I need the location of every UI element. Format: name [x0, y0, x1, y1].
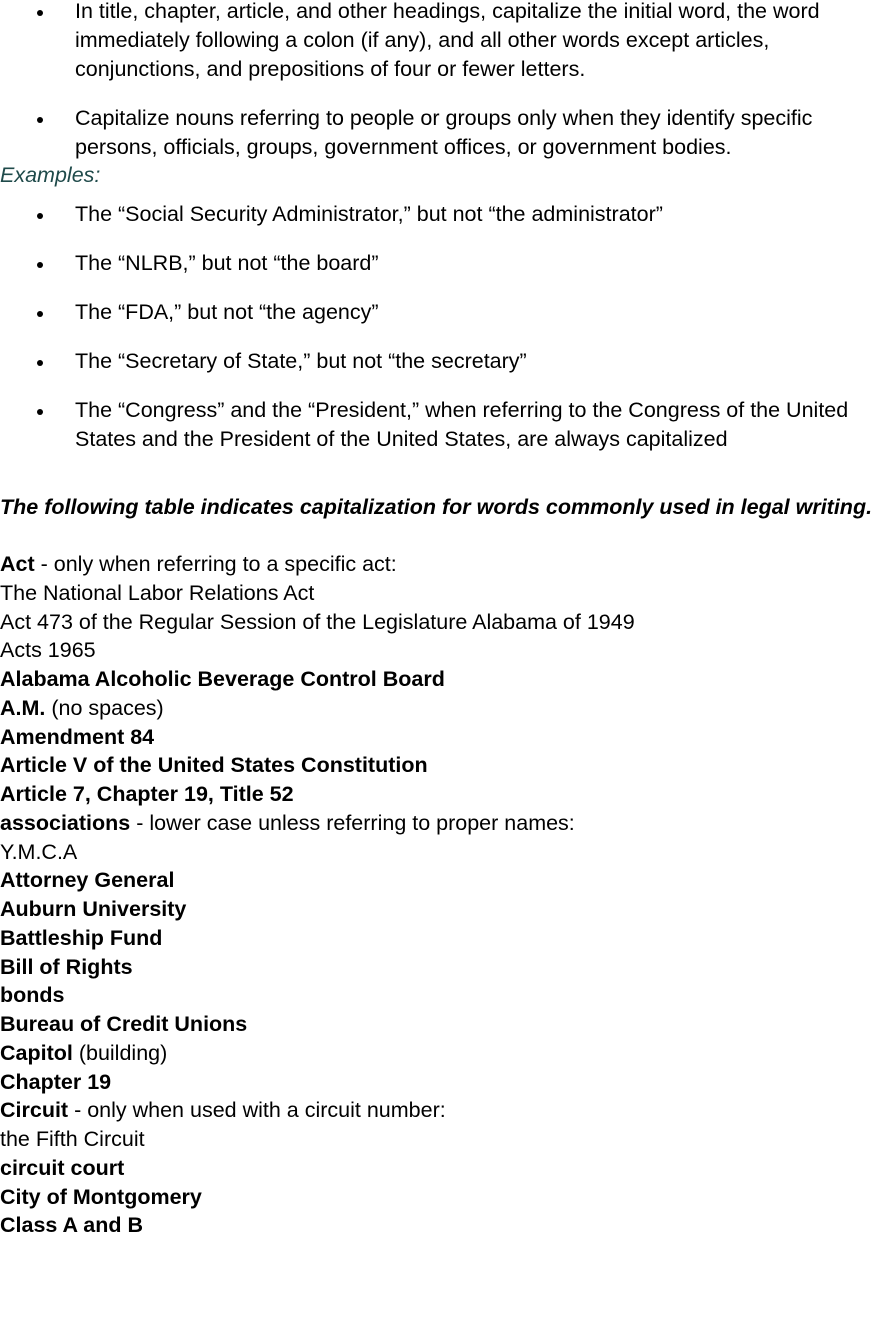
bullet-icon	[37, 10, 43, 16]
table-entry	[0, 953, 893, 982]
entry-note: the Fifth Circuit	[0, 1127, 145, 1151]
example-bullet	[0, 249, 893, 278]
entry-term: Class A and B	[0, 1213, 143, 1238]
table-entry	[0, 809, 893, 838]
example-bullet	[0, 200, 893, 229]
table-entry	[0, 895, 893, 924]
entry-note: (building)	[72, 1040, 168, 1065]
rule-bullet	[0, 0, 893, 84]
table-entry	[0, 1096, 893, 1125]
example-bullet	[0, 298, 893, 327]
bullet-icon	[37, 311, 43, 317]
entry-term: Auburn University	[0, 897, 187, 921]
table-entry	[0, 1183, 893, 1212]
entry-note: Acts 1965	[0, 638, 96, 663]
entry-note: The National Labor Relations Act	[0, 580, 315, 605]
table-entry	[0, 1039, 893, 1068]
example-text: The “Congress” and the “President,” when referring to the Congress of the United States and the President of the United States, are always capitalized	[75, 398, 849, 451]
rule-bullet	[0, 104, 893, 162]
entry-term: Article V of the United States Constitution	[0, 753, 428, 778]
example-text: The “NLRB,” but not “the board”	[75, 251, 379, 275]
table-intro: The following table indicates capitalization for words commonly used in legal writing.	[0, 495, 873, 519]
entry-term: Act	[0, 552, 35, 576]
table-entry	[0, 694, 893, 723]
entry-term: Bill of Rights	[0, 954, 133, 979]
example-text: The “Social Security Administrator,” but not “the administrator”	[75, 202, 663, 226]
table-entry	[0, 1211, 893, 1240]
table-entry	[0, 723, 893, 752]
bullet-icon	[37, 262, 43, 268]
table-entry	[0, 1068, 893, 1097]
examples-label: Examples:	[0, 163, 101, 187]
table-entry	[0, 838, 893, 867]
table-entry	[0, 608, 893, 637]
bullet-icon	[37, 409, 43, 415]
entry-note: - only when referring to a specific act:	[34, 552, 397, 576]
example-text: The “Secretary of State,” but not “the secretary”	[75, 349, 527, 373]
table-entry	[0, 866, 893, 895]
table-entry	[0, 1125, 893, 1154]
entry-term: Circuit	[0, 1098, 69, 1123]
capitalization-table	[0, 550, 893, 1240]
bullet-icon	[37, 360, 43, 366]
capitalization-rules-list	[0, 0, 893, 162]
example-bullet	[0, 347, 893, 376]
rule-text: Capitalize nouns referring to people or groups only when they identify specific persons, officials, groups, government offices, or government bodies.	[75, 106, 813, 159]
table-entry	[0, 636, 893, 665]
table-entry	[0, 579, 893, 608]
entry-term: Battleship Fund	[0, 925, 163, 950]
entry-term: Chapter 19	[0, 1069, 112, 1094]
example-text: The “FDA,” but not “the agency”	[75, 300, 379, 324]
entry-term: Attorney General	[0, 868, 175, 893]
bullet-icon	[37, 213, 43, 219]
entry-term: Amendment 84	[0, 724, 155, 749]
entry-note: Y.M.C.A	[0, 839, 78, 864]
entry-note: (no spaces)	[45, 695, 164, 720]
bullet-icon	[37, 117, 43, 123]
entry-note: - lower case unless referring to proper names:	[130, 810, 575, 835]
table-entry	[0, 981, 893, 1010]
example-bullet	[0, 396, 893, 454]
entry-term: associations	[0, 810, 131, 835]
entry-note: - only when used with a circuit number:	[68, 1098, 446, 1123]
entry-term: Bureau of Credit Unions	[0, 1012, 248, 1036]
table-entry	[0, 780, 893, 809]
entry-term: Capitol	[0, 1040, 73, 1065]
entry-term: circuit court	[0, 1155, 125, 1180]
entry-note: Act 473 of the Regular Session of the Legislature Alabama of 1949	[0, 609, 635, 634]
entry-term: bonds	[0, 983, 65, 1008]
table-entry	[0, 1154, 893, 1183]
entry-term: Alabama Alcoholic Beverage Control Board	[0, 667, 445, 691]
table-entry	[0, 1010, 893, 1039]
rule-text: In title, chapter, article, and other headings, capitalize the initial word, the word immediately following a colon (if any), and all other words except articles, conjunctions, and prepositions of four or fewer letters.	[75, 0, 820, 81]
table-entry	[0, 751, 893, 780]
table-entry	[0, 550, 893, 579]
examples-list	[0, 200, 893, 454]
entry-term: City of Montgomery	[0, 1184, 202, 1209]
entry-term: A.M.	[0, 695, 46, 720]
entry-term: Article 7, Chapter 19, Title 52	[0, 782, 294, 806]
table-entry	[0, 665, 893, 694]
table-entry	[0, 924, 893, 953]
